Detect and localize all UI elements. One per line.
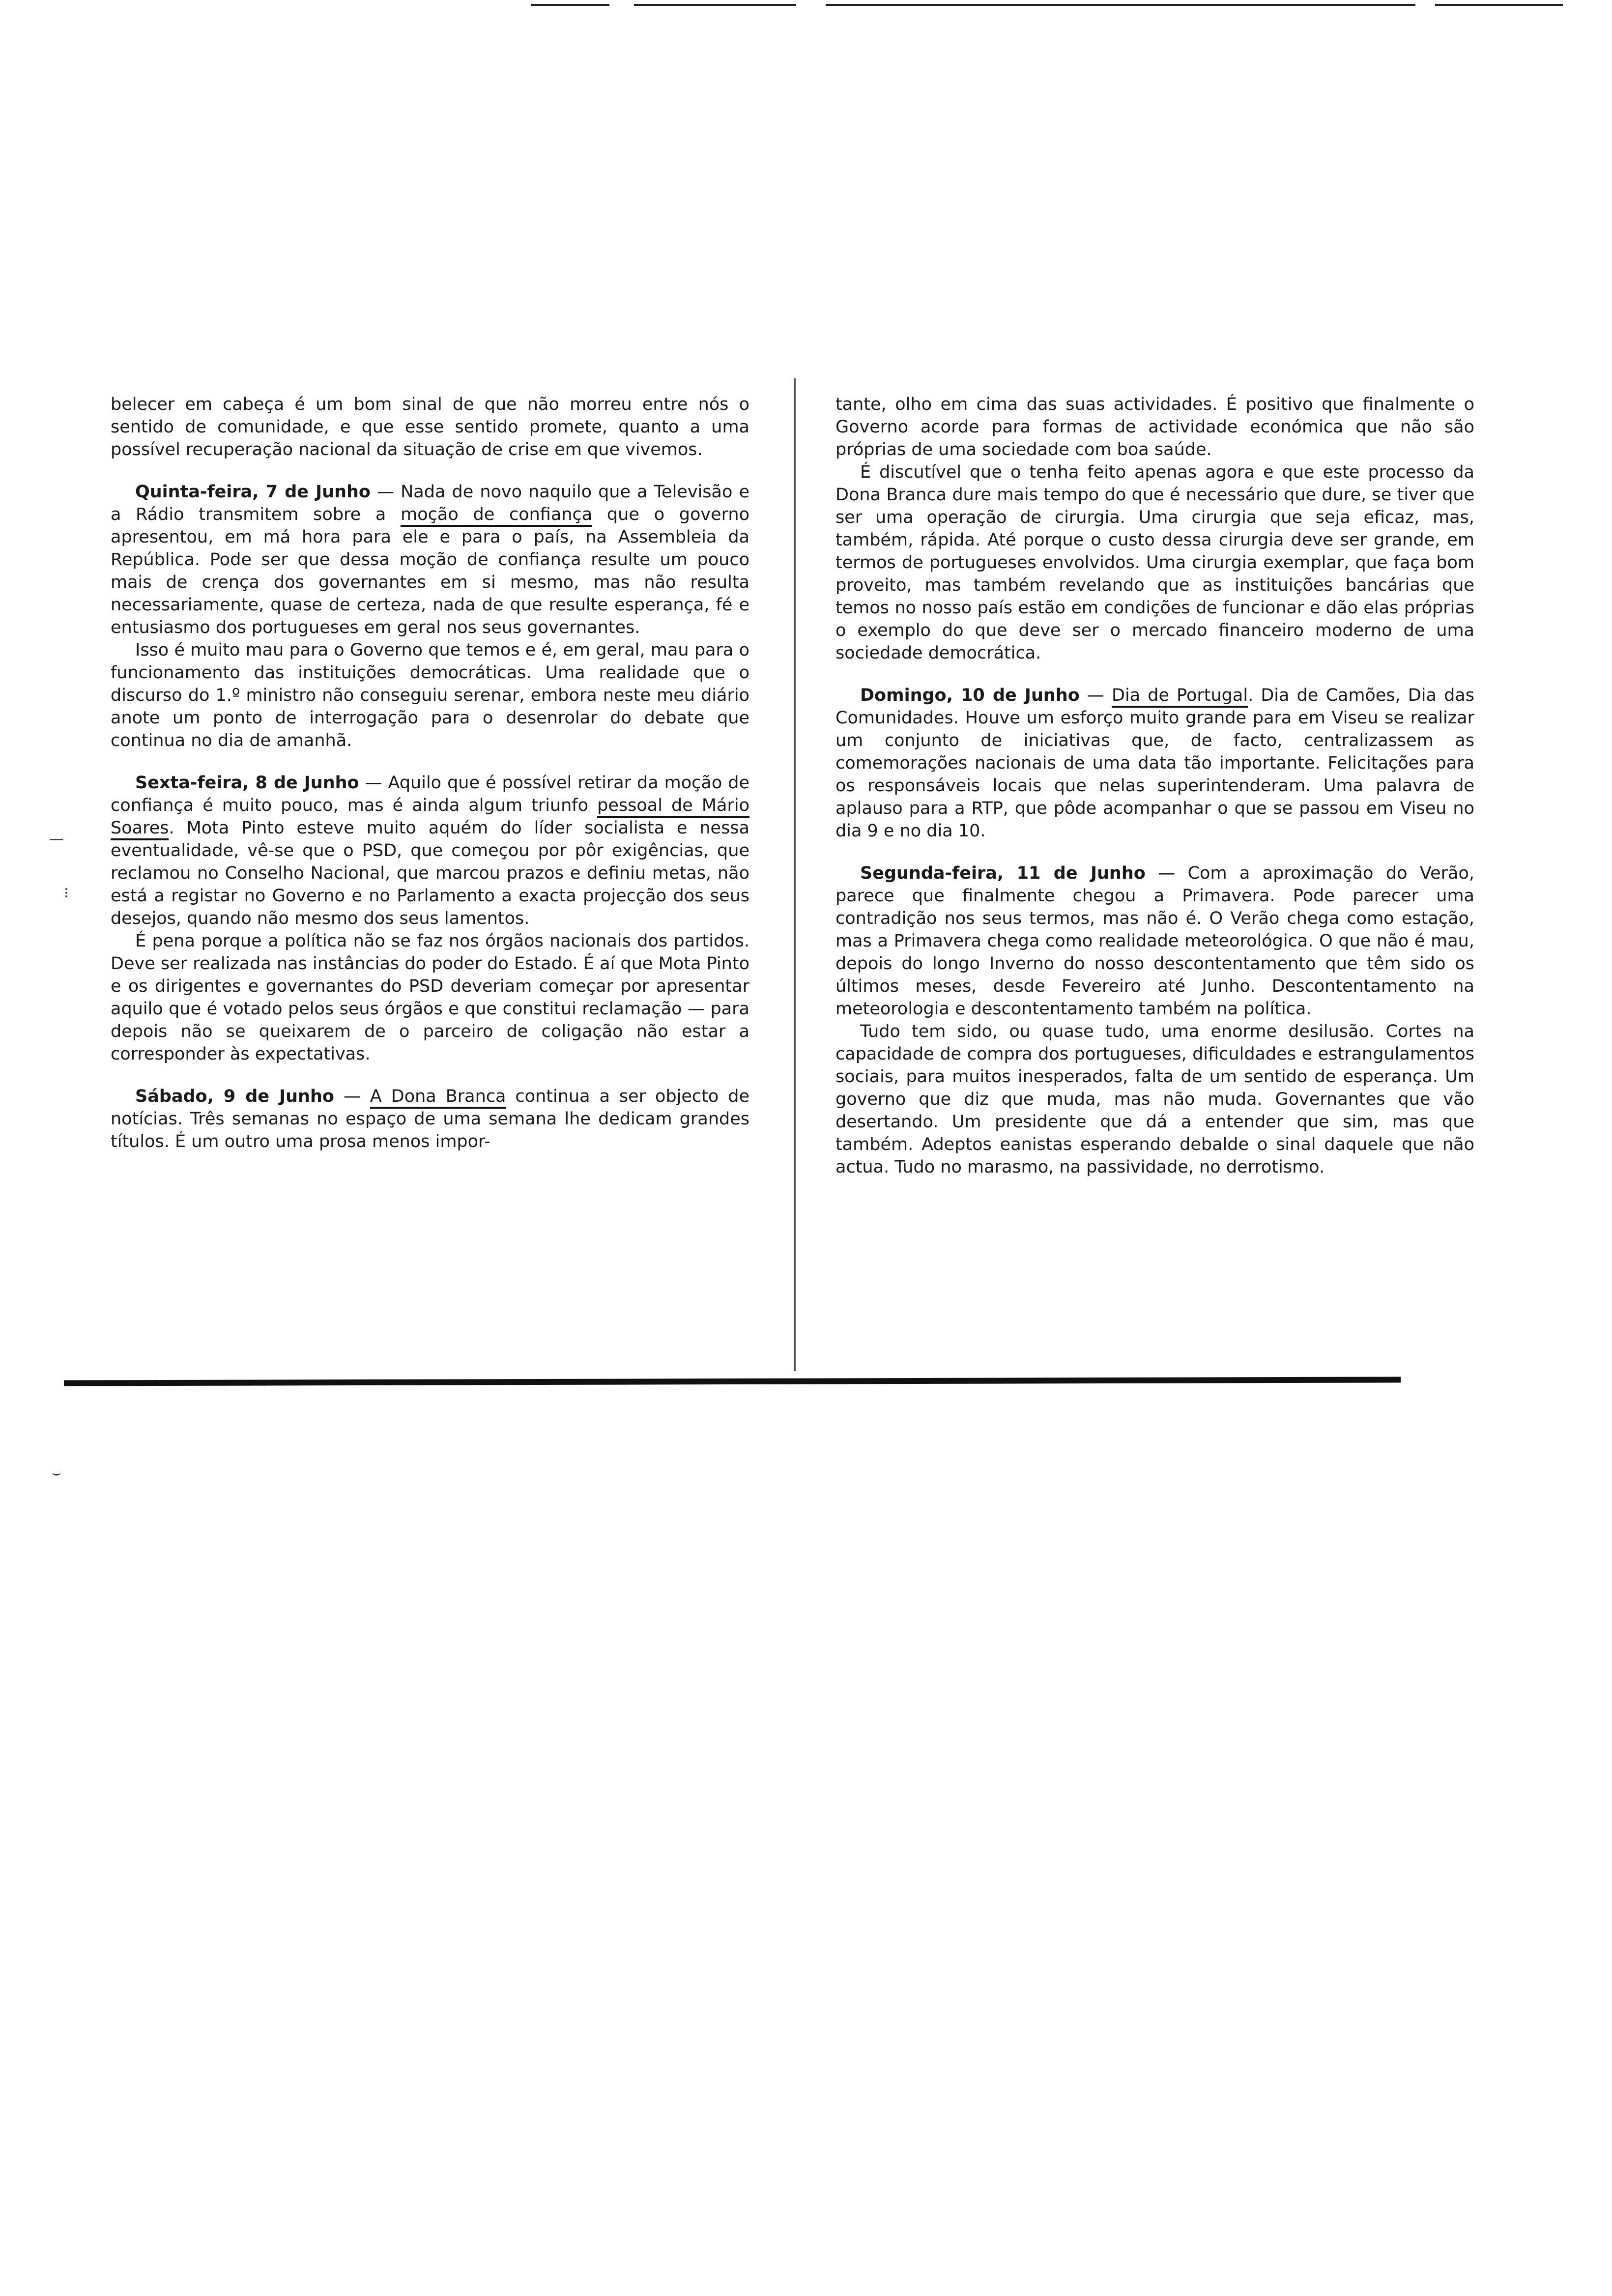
margin-mark: —	[49, 831, 64, 848]
diary-entry-sunday	[835, 684, 1474, 842]
entry-paragraph	[835, 684, 1474, 842]
entry-paragraph	[111, 772, 749, 930]
scan-artifact-line	[826, 4, 1415, 6]
margin-mark: ⁝	[64, 885, 69, 902]
underlined-phrase: pessoal de Mário Soares	[111, 796, 749, 840]
entry-text: — Aquilo que é possível retirar da moção de confiança é muito pouco, mas é ainda algum triunfo	[111, 773, 749, 815]
scan-artifact-line	[634, 4, 796, 6]
entry-text: continua a ser objecto de notícias. Três semanas no espaço de uma semana lhe dedicam grandes títulos. É um outro uma prosa menos impor-	[111, 1087, 749, 1151]
entry-text: . Mota Pinto esteve muito aquém do líder socialista e nessa eventualidade, vê-se que o PSD, que começou por pôr exigências, que reclamou no Conselho Nacional, que marcou prazos e definiu metas, não está a registar no Governo e no Parlamento a exacta projecção dos seus desejos, quando não mesmo dos seus lamentos.	[111, 818, 749, 928]
right-opening-paragraph: É discutível que o tenha feito apenas agora e que este processo da Dona Branca dure mais tempo do que é necessário que dure, se tiver que ser uma operação de cirurgia. Uma cirurgia que seja eficaz, mas, também, rápida. Até porque o custo dessa cirurgia deve ser grande, em termos de portugueses envolvidos. Uma cirurgia exemplar, que faça bom proveito, mas também revelando que as instituições bancárias que temos no nosso país estão em condições de funcionar e dão elas próprias o exemplo do que deve ser o mercado financeiro moderno de uma sociedade democrática.	[835, 462, 1474, 663]
entry-paragraph	[835, 862, 1474, 1020]
entry-text: — Com a aproximação do Verão, parece que finalmente chegou a Primavera. Pode parecer uma contradição nos seus termos, mas não é. O Verão chega como estação, mas a Primavera chega como realidade meteorológica. O que não é mau, depois do longo Inverno do nosso descontentamento que têm sido os últimos meses, desde Fevereiro até Junho. Descontentamento na meteorologia e descontentamento também na política.	[835, 863, 1474, 1019]
entry-date: Domingo, 10 de Junho	[860, 686, 1080, 705]
diary-entry-saturday	[111, 1085, 749, 1153]
left-column	[111, 393, 749, 1173]
entry-date: Quinta-feira, 7 de Junho	[135, 482, 371, 502]
underlined-phrase: A Dona Branca	[370, 1087, 506, 1109]
column-divider	[794, 378, 796, 1371]
left-opening-text: belecer em cabeça é um bom sinal de que não morreu entre nós o sentido de comunidade, e que esse sentido promete, quanto a uma possível recuperação nacional da situação de crise em que vivemos.	[111, 395, 749, 459]
entry-text: . Dia de Camões, Dia das Comunidades. Houve um esforço muito grande para em Viseu se realizar um conjunto de iniciativas que, de facto, centralizassem as comemorações nacionais de uma data tão importante. Felicitações para os responsáveis locais que nelas superintenderam. Uma palavra de aplauso para a RTP, que pôde acompanhar o que se passou em Viseu no dia 9 e no dia 10.	[835, 686, 1474, 841]
diary-entry-monday	[835, 862, 1474, 1178]
underlined-phrase: moção de confiança	[401, 505, 592, 527]
right-column	[835, 393, 1474, 1198]
right-opening-text: tante, olho em cima das suas actividades. É positivo que finalmente o Governo acorde para formas de actividade económica que não são próprias de uma sociedade com boa saúde.	[835, 395, 1474, 459]
entry-paragraph	[111, 1085, 749, 1153]
entry-date: Sábado, 9 de Junho	[135, 1087, 334, 1106]
entry-date: Sexta-feira, 8 de Junho	[135, 773, 359, 793]
entry-text: que o governo apresentou, em má hora para ele e para o país, na Assembleia da República. Pode ser que dessa moção de confiança resulte um pouco mais de crença dos governantes em si mesmo, mas não resulta necessariamente, quase de certeza, nada de que resulte esperança, fé e entusiasmo dos portugueses em geral nos seus governantes.	[111, 505, 749, 637]
entry-text: —	[1079, 686, 1112, 705]
entry-text: —	[334, 1087, 370, 1106]
diary-entry-thursday	[111, 481, 749, 752]
entry-paragraph	[111, 481, 749, 639]
underlined-phrase: Dia de Portugal	[1112, 686, 1248, 708]
bottom-rule	[64, 1377, 1401, 1386]
scan-artifact-line	[531, 4, 609, 6]
entry-paragraph: Tudo tem sido, ou quase tudo, uma enorme desilusão. Cortes na capacidade de compra dos portugueses, dificuldades e estrangulamentos sociais, para muitos inesperados, falta de um sentido de esperança. Um governo que diz que muda, mas não muda. Governantes que vão desertando. Um presidente que dá a entender que sim, mas que também. Adeptos eanistas esperando debalde o sinal daquele que não actua. Tudo no marasmo, na passividade, no derrotismo.	[835, 1022, 1474, 1177]
entry-date: Segunda-feira, 11 de Junho	[860, 863, 1146, 883]
scan-artifact-line	[1435, 4, 1563, 6]
diary-entry-friday	[111, 772, 749, 1065]
entry-text: — Nada de novo naquilo que a Televisão e a Rádio transmitem sobre a	[111, 482, 749, 524]
margin-mark: ⌣	[52, 1464, 61, 1482]
entry-paragraph: É pena porque a política não se faz nos órgãos nacionais dos partidos. Deve ser realizada nas instâncias do poder do Estado. É aí que Mota Pinto e os dirigentes e governantes do PSD deveriam começar por apresentar aquilo que é votado pelos seus órgãos e que constitui reclamação — para depois não se queixarem de o parceiro de coligação não estar a corresponder às expectativas.	[111, 931, 749, 1064]
entry-paragraph: Isso é muito mau para o Governo que temos e é, em geral, mau para o funcionamento das instituições democráticas. Uma realidade que o discurso do 1.º ministro não conseguiu serenar, embora neste meu diário anote um ponto de interrogação para o desenrolar do debate que continua no dia de amanhã.	[111, 640, 749, 750]
